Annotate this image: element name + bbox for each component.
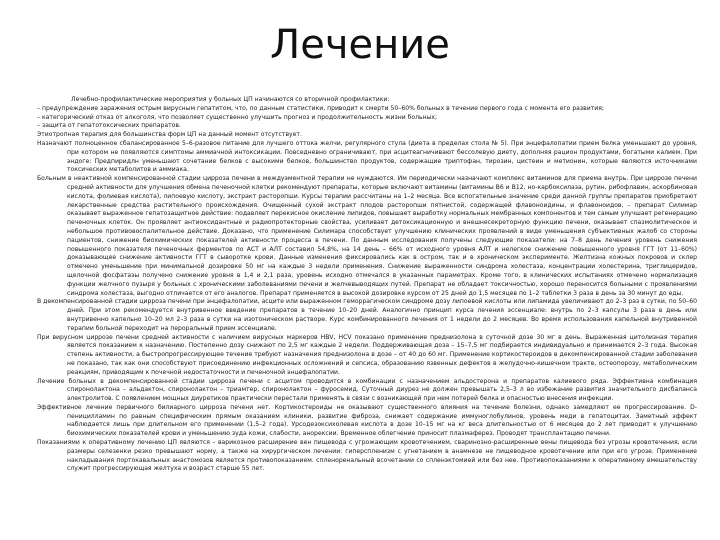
- paragraph: Больным в неактивной компенсированной стадии цирроза печени в междуэментной терапии не нуждаются. Им периодически назначают комплекс витаминов для приема внутрь. При циррозе печени средней активности для улучшения обмена печеночной клетки рекомендуют препараты, которые включают витамины (витамины В6 и В12, но-карбоксилаза, рутин, рибофлавин, аскорбиновая кислота, фолиевая кислота), липоевую кислоту, экстракт расторопши. Курсы терапии рассчитаны на 1–2 месяца. Все вспогательные значение среди данной группы препаратов приобретают лекарственные средства растительного происхождения. Очищенный сухой экстракт плодов расторопши пятнистой, содержащей флавоноидины, и флавоноидов, – препарат Силимар оказывает выраженное гепатозащитное действие: подавляет перекисное окисление липидов, повышает выработку нормальных мембранных компонентов и тем самым улучшает регенерацию печеночных клеток. Он проявляет антиоксидантные и радиопротекторные свойства, усиливает детоксикационную и внешнесекреторную функцию печени, оказывает спазмолитическое и небольшое противовоспалительное действие. Доказано, что применение Силимара способствует улучшению клинических проявлений в виде уменьшения субъективных жалоб со стороны пациентов, снижение биохимических показателей активности процесса в печени. По данным исследования получены следующие показатели: на 7–8 день лечения уровень снижения повышенного показателя печеночных ферментов по АСТ и АЛТ составил 54,8%, на 14 день – 66% от исходного уровня АЛТ и нелегкое снижение повышенного уровня ГГТ (от 11–60%) доказывающее снижение активности ГГТ в сыворотке крови. Данные изменения фиксировались как в остром, так и в хроническом эксперименте. Желтизна кожных покровов и склер отмечено уменьшение при минимальной дозировке 50 мг на каждые 3 недели применения. Снижение выраженности синдрома холестаза, концентрации холестерина, триглицеридов, щелочной фосфатазы получено снижение уровня в 1,4 и 2,1 раза, уровень исходно отмечался в указанных параметрах. Кроме того, в клинических испытаниях отмечено нормализация функции желчного пузыря у больных с хроническими заболеваниями печени и желчевыводящих путей. Препарат не обладает токсичностью, хорошо переносится больными с проявлениями синдрома холестаза, выгодно отличается от его аналогов. Препарат применяется в высокой дозировке курсом от 25 дней до 1,5 месяцев по 1–2 таблетки 3 раза в день за 30 минут до еды.: [37, 175, 697, 297]
- paragraph: Этиотропная терапия для большинства форм ЦП на данный момент отсутствует.: [37, 131, 302, 139]
- paragraph: Назначают полноценное сбалансированное 5–6-разовое питание для лучшего оттока желчи, регулярного стула (диета в пределах стола № 5). При энцефалопатии прием белка уменьшают до уровня, при котором не появляются симптомы аммиачной интоксикации. Повседневно ограничивают, при асцитеагничивают бессолевую диету, дополняя рацион продуктами, богатыми калием. При эндоге: Предпиридлн уменьшают сочетание белков с высокими белков, большинство продуктов, содержащие триптофан, тирозин, цистеин и метионин, которые являются источниками токсических метаболитов и аммиака.: [37, 139, 697, 174]
- paragraph: Лечение больных в декомпенсированной стадии цирроза печени с асцитом проводится в комбинации с назначением альдостерона и препаратов калиевого ряда. Эффективна комбинация спиронолактона – альдактон, спиронолактон – триамтер, спиронолактон – фуросемид. Суточный диурез не должен превышать 2,5–3 л во избежание развития значительного дисбаланса электролитов. С появлением мощных диуретиков практически перестали применять в связи с возникающей при нем потерей белка и опасностью внесения инфекции.: [37, 377, 697, 403]
- paragraph: Показаниями к оперативному лечению ЦП являются – варикозное расширение вен пищевода с угрожающим кровотечением, сваринозно-расширенные вены пищевода без угрозы кровотечения, если размеры селезенки резко превышают норму, а также на хирургическом лечении: гиперспленизм с угнетанием в анамнезе не пищеводное кровотечение или при его угрозе. Применение накладывания портокавальных анастомозов является противопоказанием. спленоренальный всочетании со спленэктомией или без нее. Противопоказаниями к оперативному вмешательству служит прогрессирующая желтуха и возраст старше 55 лет.: [37, 439, 697, 473]
- body-text: [37, 96, 697, 474]
- paragraph: – предупреждение заражения острым вирусным гепатитом, что, по данным статистики, приводит к смерти 50–60% больных в течение первого года с момента его развития;: [37, 104, 604, 112]
- paragraph: В декомпенсированной стадии цирроза печени при энцефалопатии, асците или выраженном геморрагическом синдроме дозу липоевой кислоты или липамида увеличивают до 2–3 раз в сутки, по 50–60 дней. При этом рекомендуется внутривенное введение препаратов в течение 10–20 дней. Аналогично принцип курса лечения эссенциале: внутрь по 2–3 капсулы 3 раза в день или внутривенно капельно 10–20 мл 2–3 раза в сутки на изотоническом растворе. Курс комбинированного лечения от 1 недели до 2 месяцев. Во время использования капельной внутривенной терапии больной переходит на пероральный прием эссенциале.: [37, 298, 697, 332]
- paragraph: Эффективное лечение первичного билиарного цирроза печени нет. Кортикостероиды не оказывают существенного влияния на течение болезни, однако замедляют ее прогрессирование. D-пеницилламин по равным специфическим прямым оказанием клиники, развитие фиброза, снижает содержание иммуноглобулинов, уровень меди в гепатоцитах. Заметный эффект наблюдается лишь при длительном его применении (1,5–2 года). Урсодезоксихолевая кислота в дозе 10–15 мг на кг веса длительностью от 6 месяцев до 2 лет приводит к улучшению биохимических показателей крови и уменьшению зуда кожи, слабости, анорексии. Временное облегчение приносит плазмаферез. Проводят трансплантацию печени.: [37, 403, 697, 438]
- paragraph: – защита от гепатотоксических препаратов.: [37, 122, 181, 130]
- paragraph: – категорический отказ от алкоголя, что позволяет существенно улучшить прогноз и продолжительность жизни больных;: [37, 113, 438, 121]
- paragraph: Лечебно-профилактические мероприятия у больных ЦП начинаются со вторичной профилактики:: [71, 96, 390, 103]
- paragraph: При вирусном циррозе печени средней активности с наличием вирусных маркеров НВV, НСV показано применение преднизолона в суточной дозе 30 мг в день. Выраженная цитолизная терапия является показанием к назначению. Постепенно дозу снижают по 2,5 мг каждые 2 недели. Поддерживающая доза – 15–7,5 мг подбирается индивидуально и принимается 2–3 года. Высокая степень активности, а быстропрогрессирующее течение требуют назначения преднизолона в дозе – от 40 до 60 мг. Применение кортикостероидов в декомпенсированной стадии заболевания не показано, так как они способствуют присоединению инфекционных осложнений и сепсиса, образованию язвенных дефектов в желудочно-кишечном тракте, остеопорозу, метаболическим реакциям, приводящим к почечной недостаточности и печеночной энцефалопатии.: [37, 333, 697, 376]
- slide-title: Лечение: [270, 22, 450, 68]
